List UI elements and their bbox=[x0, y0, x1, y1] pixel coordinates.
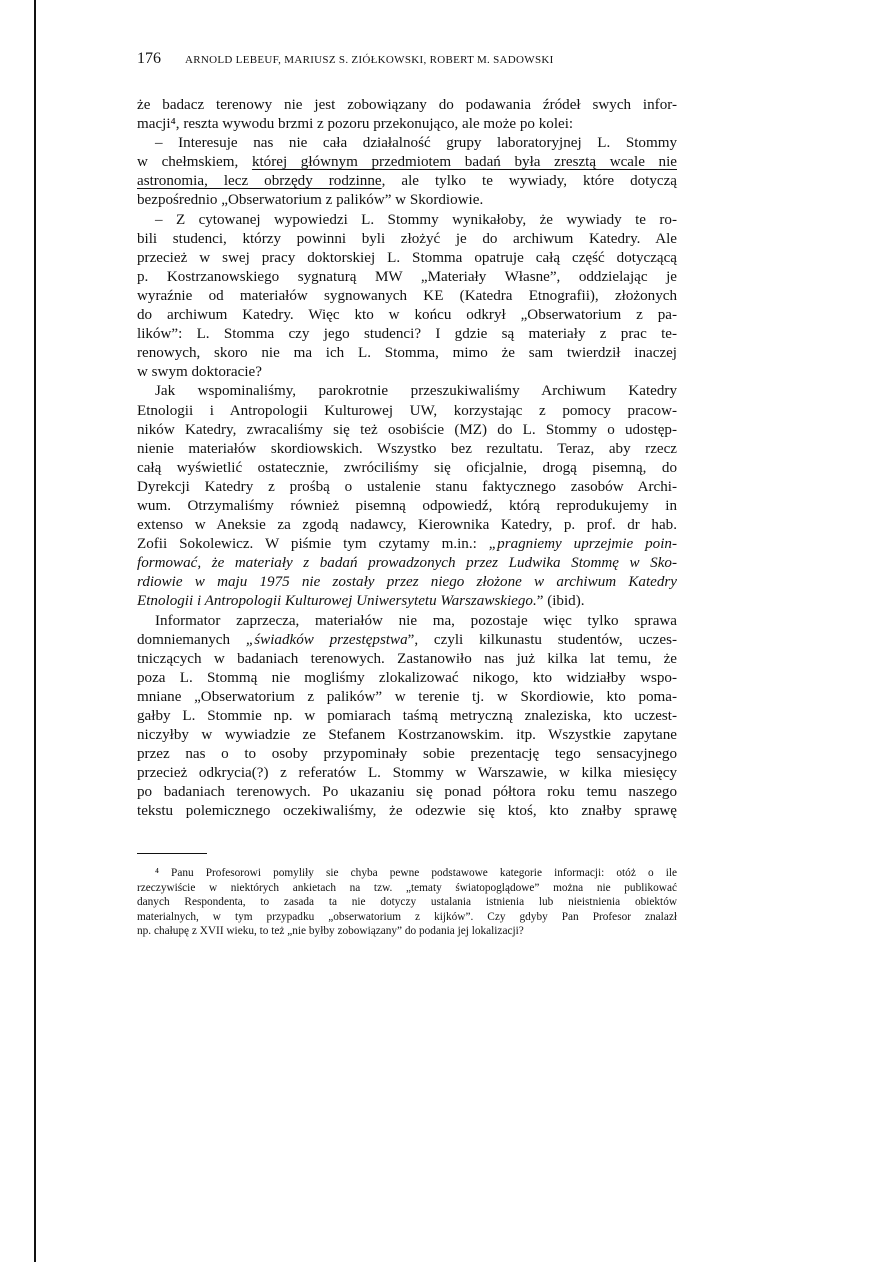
text-line: Etnologii i Antropologii Kulturowej UW, korzystając z pomocy pracow- bbox=[137, 402, 677, 419]
text-fragment: w chełmskiem, bbox=[137, 154, 252, 171]
text-line bbox=[137, 535, 677, 554]
text-line: przez nas o to osoby przypominały sobie prezentację tego sensacyjnego bbox=[137, 746, 677, 763]
text-line: – Z cytowanej wypowiedzi L. Stommy wynikałoby, że wywiady te ro- bbox=[155, 211, 677, 228]
quote-fragment: „pragniemy uprzejmie poin- bbox=[488, 536, 677, 553]
text-line: że badacz terenowy nie jest zobowiązany do podawania źródeł swych infor- bbox=[137, 97, 677, 113]
footnotes bbox=[137, 866, 677, 939]
text-line: wum. Otrzymaliśmy również pisemną odpowiedź, którą reprodukujemy in bbox=[137, 497, 677, 514]
footnote-line: danych Respondenta, to zasada ta nie dotyczy ustalania istnienia lub nieistnienia obiektów bbox=[137, 896, 677, 909]
footnote-line: ⁴ Panu Profesorowi pomyliły sie chyba pewne podstawowe kategorie informacji: otóż o ile bbox=[155, 867, 677, 879]
text-line bbox=[137, 592, 677, 611]
text-fragment: , ale tylko te wywiady, które dotyczą bbox=[381, 173, 678, 190]
underlined-fragment: astronomia, lecz obrzędy rodzinne bbox=[137, 173, 382, 190]
text-line bbox=[137, 631, 677, 650]
quote-fragment: „świadków przestępstwa bbox=[245, 631, 408, 648]
text-line: – Interesuje nas nie cała działalność grupy laboratoryjnej L. Stommy bbox=[155, 135, 677, 152]
text-line: Dyrekcji Katedry z prośbą o ustalenie stanu faktycznego zasobów Archi- bbox=[137, 478, 677, 495]
page-number: 176 bbox=[137, 50, 161, 67]
text-line: ników Katedry, zwracaliśmy się też osobiście (MZ) do L. Stommy o udostęp- bbox=[137, 421, 677, 438]
quote-fragment: formować, że materiały z badań prowadzonych przez Ludwika Stommę w Sko- bbox=[137, 555, 677, 572]
text-line: tekstu polemicznego oczekiwaliśmy, że odezwie się ktoś, kto znałby sprawę bbox=[137, 803, 677, 820]
running-title: ARNOLD LEBEUF, MARIUSZ S. ZIÓŁKOWSKI, ROBERT M. SADOWSKI bbox=[185, 54, 554, 66]
text-line: mniane „Obserwatorium z palików” w terenie tj. w Skordiowie, kto poma- bbox=[137, 688, 677, 705]
footnote-line: np. chałupę z XVII wieku, to też „nie byłby zobowiązany” do podania jej lokalizacji? bbox=[137, 925, 524, 938]
text-line: renowych, skoro nie ma ich L. Stomma, mimo że sam twierdził inaczej bbox=[137, 345, 677, 362]
text-line: Jak wspominaliśmy, parokrotnie przeszukiwaliśmy Archiwum Katedry bbox=[155, 383, 677, 400]
quote-fragment: Etnologii i Antropologii Kulturowej Uniwersytetu Warszawskiego. bbox=[137, 593, 537, 610]
running-header bbox=[137, 50, 677, 68]
text-line: p. Kostrzanowskiego sygnaturą MW „Materiały Własne”, oddzielając je bbox=[137, 268, 677, 285]
footnote-line: materialnych, w tym przypadku „obserwatorium z kijków”. Czy gdyby Pan Profesor znalazł bbox=[137, 910, 677, 923]
text-line: przecież w swej pracy doktorskiej L. Stomma opatruje całą część dotyczącą bbox=[137, 249, 677, 266]
page-edge-rule bbox=[34, 0, 36, 1262]
text-line: do archiwum Katedry. Więc kto w końcu odkrył „Obserwatorium z pa- bbox=[137, 307, 677, 324]
text-line: w swym doktoracie? bbox=[137, 364, 262, 381]
text-line bbox=[137, 554, 677, 573]
footnote-line: rzeczywiście w niektórych ankietach na tzw. „tematy światopoglądowe” można nie publikować bbox=[137, 881, 677, 894]
text-line: bili studenci, którzy powinni byli złożyć je do archiwum Katedry. Ale bbox=[137, 230, 677, 247]
footnote-separator bbox=[137, 853, 207, 854]
text-line: całą wyświetlić ostatecznie, zwróciliśmy się oficjalnie, drogą pisemną, do bbox=[137, 459, 677, 476]
text-line: poza L. Stommą nie mogliśmy zlokalizować nikogo, kto widziałby wspo- bbox=[137, 669, 677, 686]
text-line: wyraźnie od materiałów sygnowanych KE (Katedra Etnografii), złożonych bbox=[137, 287, 677, 304]
text-line: extenso w Aneksie za zgodą nadawcy, Kierownika Katedry, p. prof. dr hab. bbox=[137, 517, 677, 534]
text-line: gałby L. Stommie np. w pomiarach taśmą metryczną znaleziska, kto uczest- bbox=[137, 708, 677, 724]
text-fragment: ” (ibid). bbox=[536, 593, 585, 610]
text-line: nienie materiałów skordiowskich. Wszystko bez rezultatu. Teraz, aby rzecz bbox=[137, 440, 677, 457]
text-line: niczyłby w wywiadzie ze Stefanem Kostrzanowskim. itp. Wszystkie zapytane bbox=[137, 727, 677, 744]
text-line: macji⁴, reszta wywodu brzmi z pozoru przekonująco, ale może po kolei: bbox=[137, 116, 574, 133]
text-line bbox=[137, 153, 677, 172]
text-fragment: Zofii Sokolewicz. W piśmie tym czytamy m.in.: bbox=[137, 536, 489, 553]
text-line: lików”: L. Stomma czy jego studenci? I gdzie są materiały z prac te- bbox=[137, 326, 677, 343]
text-line bbox=[137, 573, 677, 592]
text-line: bezpośrednio „Obserwatorium z palików” w Skordiowie. bbox=[137, 192, 484, 209]
underlined-fragment: której głównym przedmiotem badań była zresztą wcale nie bbox=[251, 154, 677, 171]
text-line: tniczących w badaniach terenowych. Zastanowiło nas już kilka lat temu, że bbox=[137, 650, 677, 667]
text-line: Informator zaprzecza, materiałów nie ma, pozostaje więc tylko sprawa bbox=[155, 612, 677, 629]
quote-fragment: rdiowie w maju 1975 nie zostały przez niego złożone w archiwum Katedry bbox=[137, 574, 677, 591]
text-line: przecież odkrycia(?) z referatów L. Stommy w Warszawie, w kilka miesięcy bbox=[137, 765, 677, 782]
text-fragment: domniemanych bbox=[137, 631, 246, 648]
text-line: po badaniach terenowych. Po ukazaniu się ponad półtora roku temu naszego bbox=[137, 784, 677, 801]
body-text bbox=[137, 96, 677, 822]
text-line bbox=[137, 172, 677, 191]
text-fragment: ”, czyli kilkunastu studentów, uczes- bbox=[407, 631, 677, 648]
